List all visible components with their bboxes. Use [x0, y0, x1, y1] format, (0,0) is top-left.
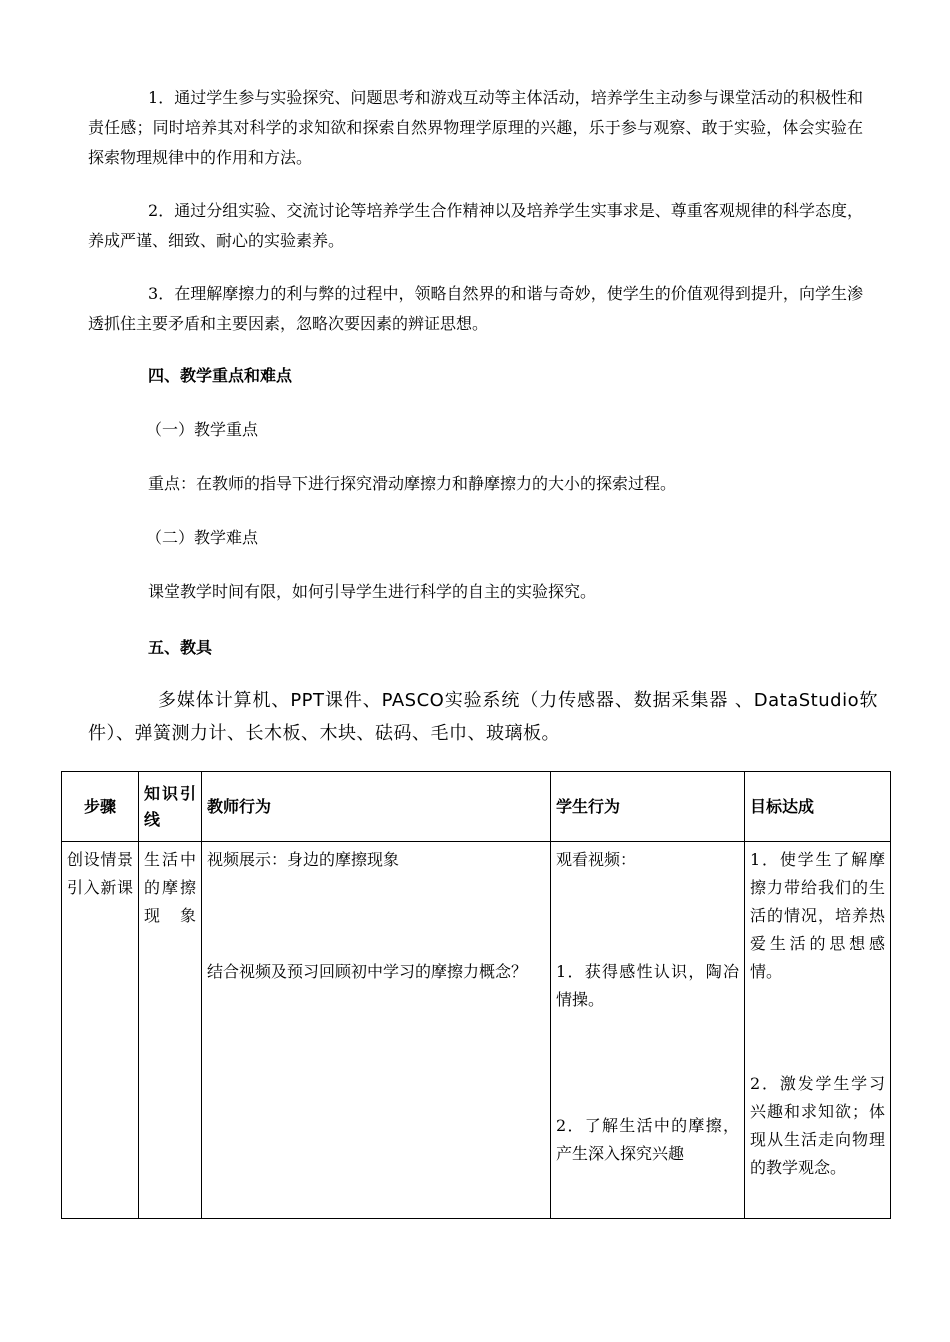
header-step: 步骤 [62, 772, 139, 842]
table-row [62, 842, 891, 1219]
cell-teacher [202, 842, 551, 1219]
spacer [750, 986, 885, 1070]
cell-step [62, 842, 139, 1219]
objective-paragraph-2: 2．通过分组实验、交流讨论等培养学生合作精神以及培养学生实事求是、尊重客观规律的科学态度，养成严谨、细致、耐心的实验素养。 [88, 201, 863, 250]
objective-paragraph-3: 3．在理解摩擦力的利与弊的过程中，领略自然界的和谐与奇妙，使学生的价值观得到提升，向学生渗透抓住主要矛盾和主要因素，忽略次要因素的辨证思想。 [88, 284, 863, 333]
section-4-heading: 四、教学重点和难点 [148, 366, 293, 385]
goal-1: 1．使学生了解摩擦力带给我们的生活的情况，培养热爱生活的思想感情。 [750, 850, 885, 981]
teaching-tools-text: 多媒体计算机、PPT课件、PASCO实验系统（力传感器、数据采集器 、DataStudio软件）、弹簧测力计、长木板、木块、砝码、毛巾、玻璃板。 [88, 690, 878, 744]
teacher-action-1: 视频展示：身边的摩擦现象 [207, 850, 400, 869]
header-student: 学生行为 [551, 772, 745, 842]
difficulty-subheading: （二）教学难点 [146, 528, 259, 547]
header-knowledge-text: 知识引线 [144, 783, 196, 829]
cell-knowledge [139, 842, 202, 1219]
header-teacher: 教师行为 [202, 772, 551, 842]
key-point-subheading: （一）教学重点 [146, 420, 259, 439]
spacer [207, 874, 545, 958]
cell-goal [745, 842, 891, 1219]
student-action-2: 1．获得感性认识，陶冶情操。 [556, 962, 739, 1009]
teacher-action-2: 结合视频及预习回顾初中学习的摩擦力概念？ [207, 962, 528, 981]
objective-paragraph-1: 1．通过学生参与实验探究、问题思考和游戏互动等主体活动，培养学生主动参与课堂活动的积极性和责任感；同时培养其对科学的求知欲和探索自然界物理学原理的兴趣，乐于参与观察、敢于实验，体会实验在探索物理规律中的作用和方法。 [88, 88, 863, 167]
header-goal: 目标达成 [745, 772, 891, 842]
student-action-1: 观看视频： [556, 850, 637, 869]
header-knowledge [139, 772, 202, 842]
lesson-plan-table [61, 771, 891, 1219]
step-text: 创设情景引入新课 [67, 850, 133, 897]
cell-student [551, 842, 745, 1219]
key-point-text: 重点：在教师的指导下进行探究滑动摩擦力和静摩擦力的大小的探索过程。 [148, 474, 677, 493]
student-action-3: 2．了解生活中的摩擦，产生深入探究兴趣 [556, 1116, 739, 1163]
section-5-heading: 五、教具 [148, 638, 213, 657]
difficulty-text: 课堂教学时间有限，如何引导学生进行科学的自主的实验探究。 [148, 582, 597, 601]
spacer [556, 874, 739, 958]
goal-2: 2．激发学生学习兴趣和求知欲；体现从生活走向物理的教学观念。 [750, 1074, 885, 1177]
knowledge-text: 生活中的摩擦现象 [144, 850, 196, 925]
table-header-row [62, 772, 891, 842]
spacer [556, 1014, 739, 1112]
